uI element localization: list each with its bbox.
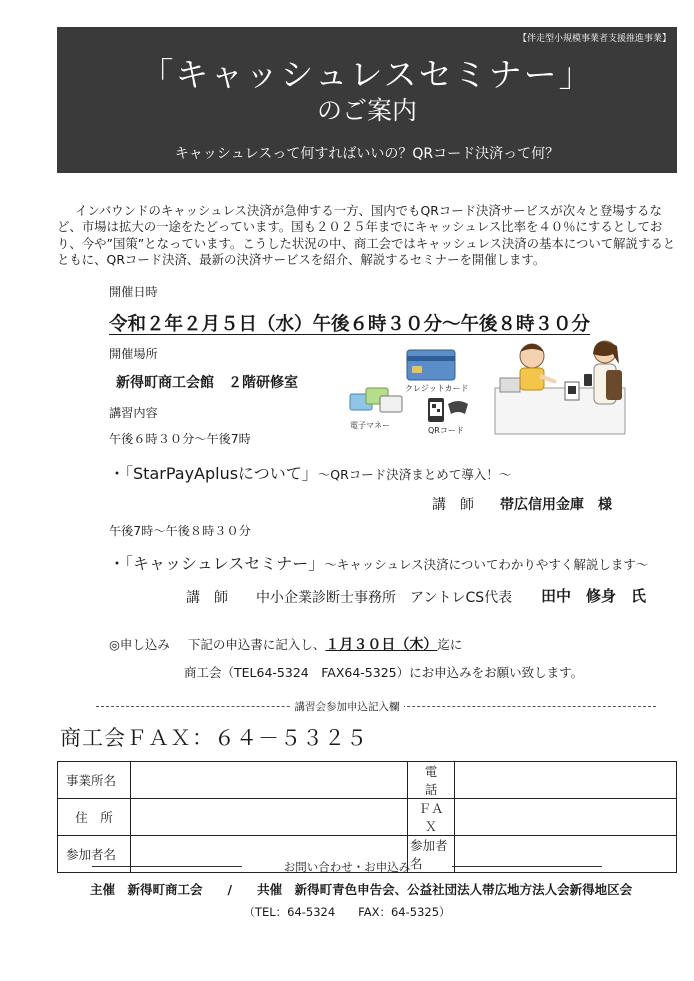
phone-field[interactable] (455, 762, 677, 799)
session-1-lecturer-org: 帯広信用金庫 様 (500, 497, 612, 513)
session-2-lecturer-label: 講 師 (186, 590, 228, 606)
address-label: 住 所 (58, 799, 131, 836)
form-row (58, 799, 677, 836)
venue-label: 開催場所 (109, 347, 158, 361)
session-2-time: 午後7時～午後８時３０分 (109, 524, 251, 538)
footer-contact: （TEL：64-5324 FAX：64-5325） (243, 905, 451, 919)
emoney-cards-icon (350, 388, 402, 412)
business-name-label: 事業所名 (58, 762, 131, 799)
date-label: 開催日時 (109, 285, 158, 299)
application-form (57, 761, 677, 873)
session-2-tagline: ～キャッシュレス決済についてわかりやすく解説します～ (324, 557, 649, 572)
apply-line-1 (109, 634, 462, 654)
address-field[interactable] (131, 799, 408, 836)
apply-text-after: 迄に (437, 637, 463, 652)
emoney-label: 電子マネー (350, 421, 390, 430)
session-2 (109, 551, 648, 574)
event-venue: 新得町商工会館 ２階研修室 (116, 375, 298, 391)
session-2-title: 「キャッシュレスセミナー」 (125, 554, 325, 573)
bullet: ・ (109, 464, 126, 483)
session-1-lecturer-label: 講 師 (432, 497, 474, 513)
seminar-title: 「キャッシュレスセミナー」 (140, 55, 594, 94)
credit-label: クレジットカード (405, 384, 469, 393)
form-row (58, 762, 677, 799)
intro-paragraph: インバウンドのキャッシュレス決済が急伸する一方、国内でもQRコード決済サービスが次々と登場するなど、市場は拡大の一途をたどっています。国も２０２５年までにキャッシュレス比率を４０％にするとしており、今や”国策”となっています。こうした状況の中、商工会ではキャッシュレス決済の基本について解説するとともに、QRコード決済、最新の決済サービスを紹介、解説するセミナーを開催します。 (57, 203, 676, 268)
session-1-tagline: ～QRコード決済まとめて導入！～ (317, 467, 512, 482)
fax-number: 商工会ＦＡＸ：６４－５３２５ (60, 726, 368, 750)
fax-label: ＦＡＸ (408, 799, 455, 836)
phone-label: 電 話 (408, 762, 455, 799)
session-1-time: 午後６時３０分～午後7時 (109, 432, 251, 446)
event-date: 令和２年２月５日（水）午後６時３０分～午後８時３０分 (109, 314, 591, 335)
apply-line-2: 商工会（TEL64-5324 FAX64-5325）にお申込みをお願い致します。 (184, 665, 584, 680)
apply-deadline: １月３０日（木） (325, 637, 438, 653)
seminar-subtitle: のご案内 (316, 96, 417, 125)
credit-card-icon (407, 350, 455, 380)
qr-phone-icon (428, 398, 468, 422)
form-separator-label: 講習会参加申込記入欄 (291, 701, 404, 713)
seminar-question: キャッシュレスって何すればいいの？QRコード決済って何？ (174, 146, 560, 162)
fax-field[interactable] (455, 799, 677, 836)
apply-label: ◎申し込み (109, 637, 170, 652)
clerk-person-icon (520, 344, 556, 390)
apply-text-before: 下記の申込書に記入し、 (187, 637, 326, 652)
footer-organizer: 主催 新得町商工会 / 共催 新得町青色申告会、公益社団法人帯広地方法人会新得地区会 (90, 882, 633, 897)
participant-2-label: 参加者名 (408, 836, 455, 873)
program-tag: 【伴走型小規模事業者支援推進事業】 (517, 34, 671, 44)
session-2-lecturer-org: 中小企業診断士事務所 アントレCS代表 (256, 590, 513, 606)
form-separator (0, 699, 694, 714)
qr-label: QRコード (428, 426, 464, 435)
bullet: ・ (109, 554, 126, 573)
participant-1-label: 参加者名 (58, 836, 131, 873)
cashless-illustration (340, 336, 650, 436)
header-banner (57, 27, 677, 173)
business-name-field[interactable] (131, 762, 408, 799)
footer-inquiry: お問い合わせ・お申込み (283, 860, 411, 874)
session-1 (109, 461, 511, 484)
session-2-lecturer-name: 田中 修身 氏 (541, 587, 647, 605)
content-label: 講習内容 (109, 406, 158, 420)
session-1-title: 「StarPayAplusについて」 (125, 464, 318, 483)
